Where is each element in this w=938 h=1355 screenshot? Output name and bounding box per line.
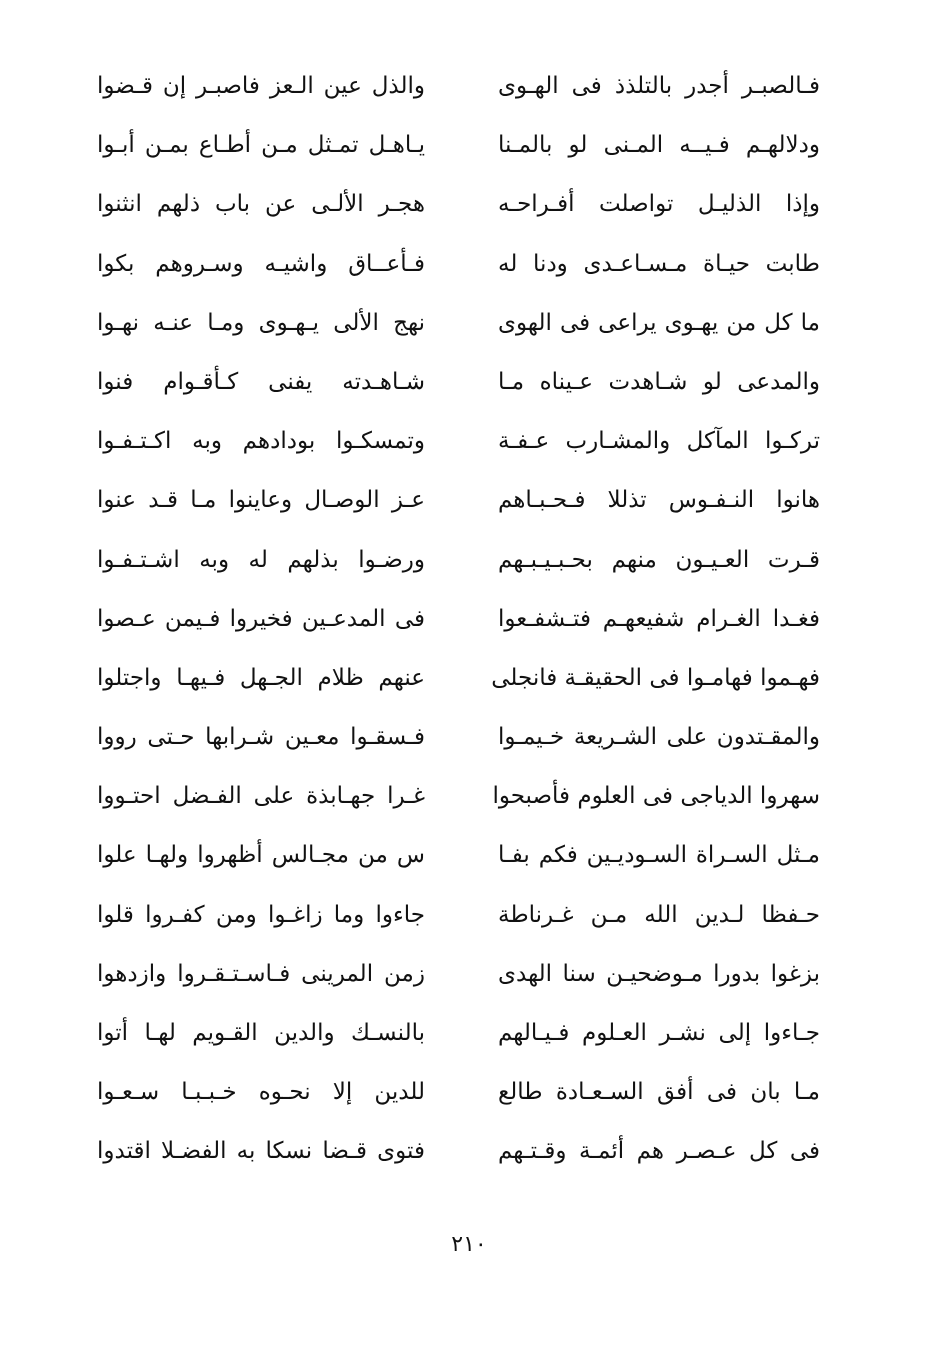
first-hemistich: ما كل من يهـوى يراعى فى الهوى — [498, 309, 820, 336]
second-hemistich: يـاهـل تمـثل مـن أطـاع بمـن أبـوا — [97, 132, 425, 159]
first-hemistich: فغـدا الغـرام شفيعهـم فتـشفـعوا — [498, 605, 820, 632]
verse-line — [80, 121, 840, 180]
verse-line — [80, 654, 840, 713]
first-hemistich: تركـوا المآكل والمشـارب عـفـة — [498, 428, 820, 455]
verse-line — [80, 891, 840, 950]
first-hemistich: سهروا الدياجى فى العلوم فأصبحوا — [492, 783, 820, 810]
verse-line — [80, 536, 840, 595]
second-hemistich: زمن المرينى فـاسـتـقـروا وازدهوا — [97, 960, 425, 987]
first-hemistich: قـرت العـيـون منهم بحـبـيـبـهم — [498, 546, 820, 573]
verse-line — [80, 595, 840, 654]
verse-line — [80, 240, 840, 299]
second-hemistich: فتوى قـضا نسكا به الفضـلا اقتدوا — [97, 1138, 425, 1165]
first-hemistich: والمقـتدون على الشـريعة خـيمـوا — [498, 724, 820, 751]
verse-line — [80, 831, 840, 890]
first-hemistich: مـا بان فى أفق السـعـادة طالع — [498, 1079, 820, 1106]
verse-line — [80, 358, 840, 417]
first-hemistich: والمدعى لو شـاهدت عـيناه مـا — [498, 368, 820, 395]
first-hemistich: ودلالهـم فـيــه المـنى لو بالمـنا — [498, 132, 820, 159]
verse-line — [80, 476, 840, 535]
second-hemistich: وتمسكـوا بودادهم وبه اكـتـفـوا — [97, 428, 425, 455]
verse-line — [80, 417, 840, 476]
page-number: ٢١٠ — [451, 1232, 487, 1257]
second-hemistich: س من مجـالس أظهروا ولهـا علوا — [97, 842, 425, 869]
verse-line — [80, 299, 840, 358]
second-hemistich: جاءوا وما زاغـوا ومن كفـروا قلوا — [97, 901, 425, 928]
first-hemistich: بزغوا بدورا مـوضحيـن سنا الهدى — [498, 960, 820, 987]
second-hemistich: والذل عين الـعز فاصبـر إن قـضوا — [97, 73, 425, 99]
second-hemistich: للدين إلا نحـوه خـبـبـا سـعـوا — [97, 1079, 425, 1106]
verse-line — [80, 62, 840, 121]
second-hemistich: عنهم ظلام الجـهل فـيهـا واجتلوا — [97, 664, 425, 691]
first-hemistich: حـفظا لـدين الله مـن غـرناطة — [498, 901, 820, 928]
first-hemistich: وإذا الذليـل تواصلت أفـراحـه — [498, 191, 820, 218]
verse-line — [80, 1068, 840, 1127]
verse-line — [80, 1009, 840, 1068]
second-hemistich: نهج الألى يـهـوى ومـا عنـه نهـوا — [97, 309, 425, 336]
verse-line — [80, 180, 840, 239]
verse-line — [80, 950, 840, 1009]
verse-line — [80, 713, 840, 772]
second-hemistich: هجـر الألـى عن باب ذلهم انثنوا — [97, 191, 425, 218]
second-hemistich: فـسقـوا معـين شـرابها حـتى رووا — [97, 724, 425, 751]
first-hemistich: فهـموا فهامـوا فى الحقيقـة فانجلى — [491, 664, 820, 691]
first-hemistich: مـثل السـراة السـوديـين فكم بفـا — [498, 842, 820, 869]
first-hemistich: فـالصبـر أجدر بالتلذذ فى الهـوى — [498, 73, 820, 99]
second-hemistich: غـرا جهـابذة على الفـضل احتـووا — [97, 783, 425, 810]
first-hemistich: جـاءوا إلى نشـر العـلوم فـيـالهم — [498, 1020, 820, 1046]
second-hemistich: ورضـوا بذلهم له وبه اشـتـفـوا — [97, 546, 425, 573]
second-hemistich: شـاهـدته يفنى كـأقـوام فنوا — [97, 368, 425, 395]
first-hemistich: هانوا النـفـوس تذللا فـحـبـاهم — [498, 487, 820, 514]
second-hemistich: بالنسـك والدين القـويم لهـا أتوا — [97, 1020, 425, 1046]
first-hemistich: طابت حيـاة مـسـاعـدى ودنا له — [498, 250, 820, 277]
verse-line — [80, 772, 840, 831]
poem — [80, 62, 840, 1187]
second-hemistich: فـأعــاق واشيـه وسـروهم بكوا — [97, 250, 425, 277]
second-hemistich: فى المدعـين فخيروا فـيمن عـصوا — [97, 605, 425, 632]
second-hemistich: عـز الوصـال وعاينوا مـا قـد عنوا — [97, 487, 425, 514]
verse-line — [80, 1127, 840, 1186]
first-hemistich: فى كل عـصـر هم أئمـة وقـتـهم — [498, 1138, 820, 1165]
